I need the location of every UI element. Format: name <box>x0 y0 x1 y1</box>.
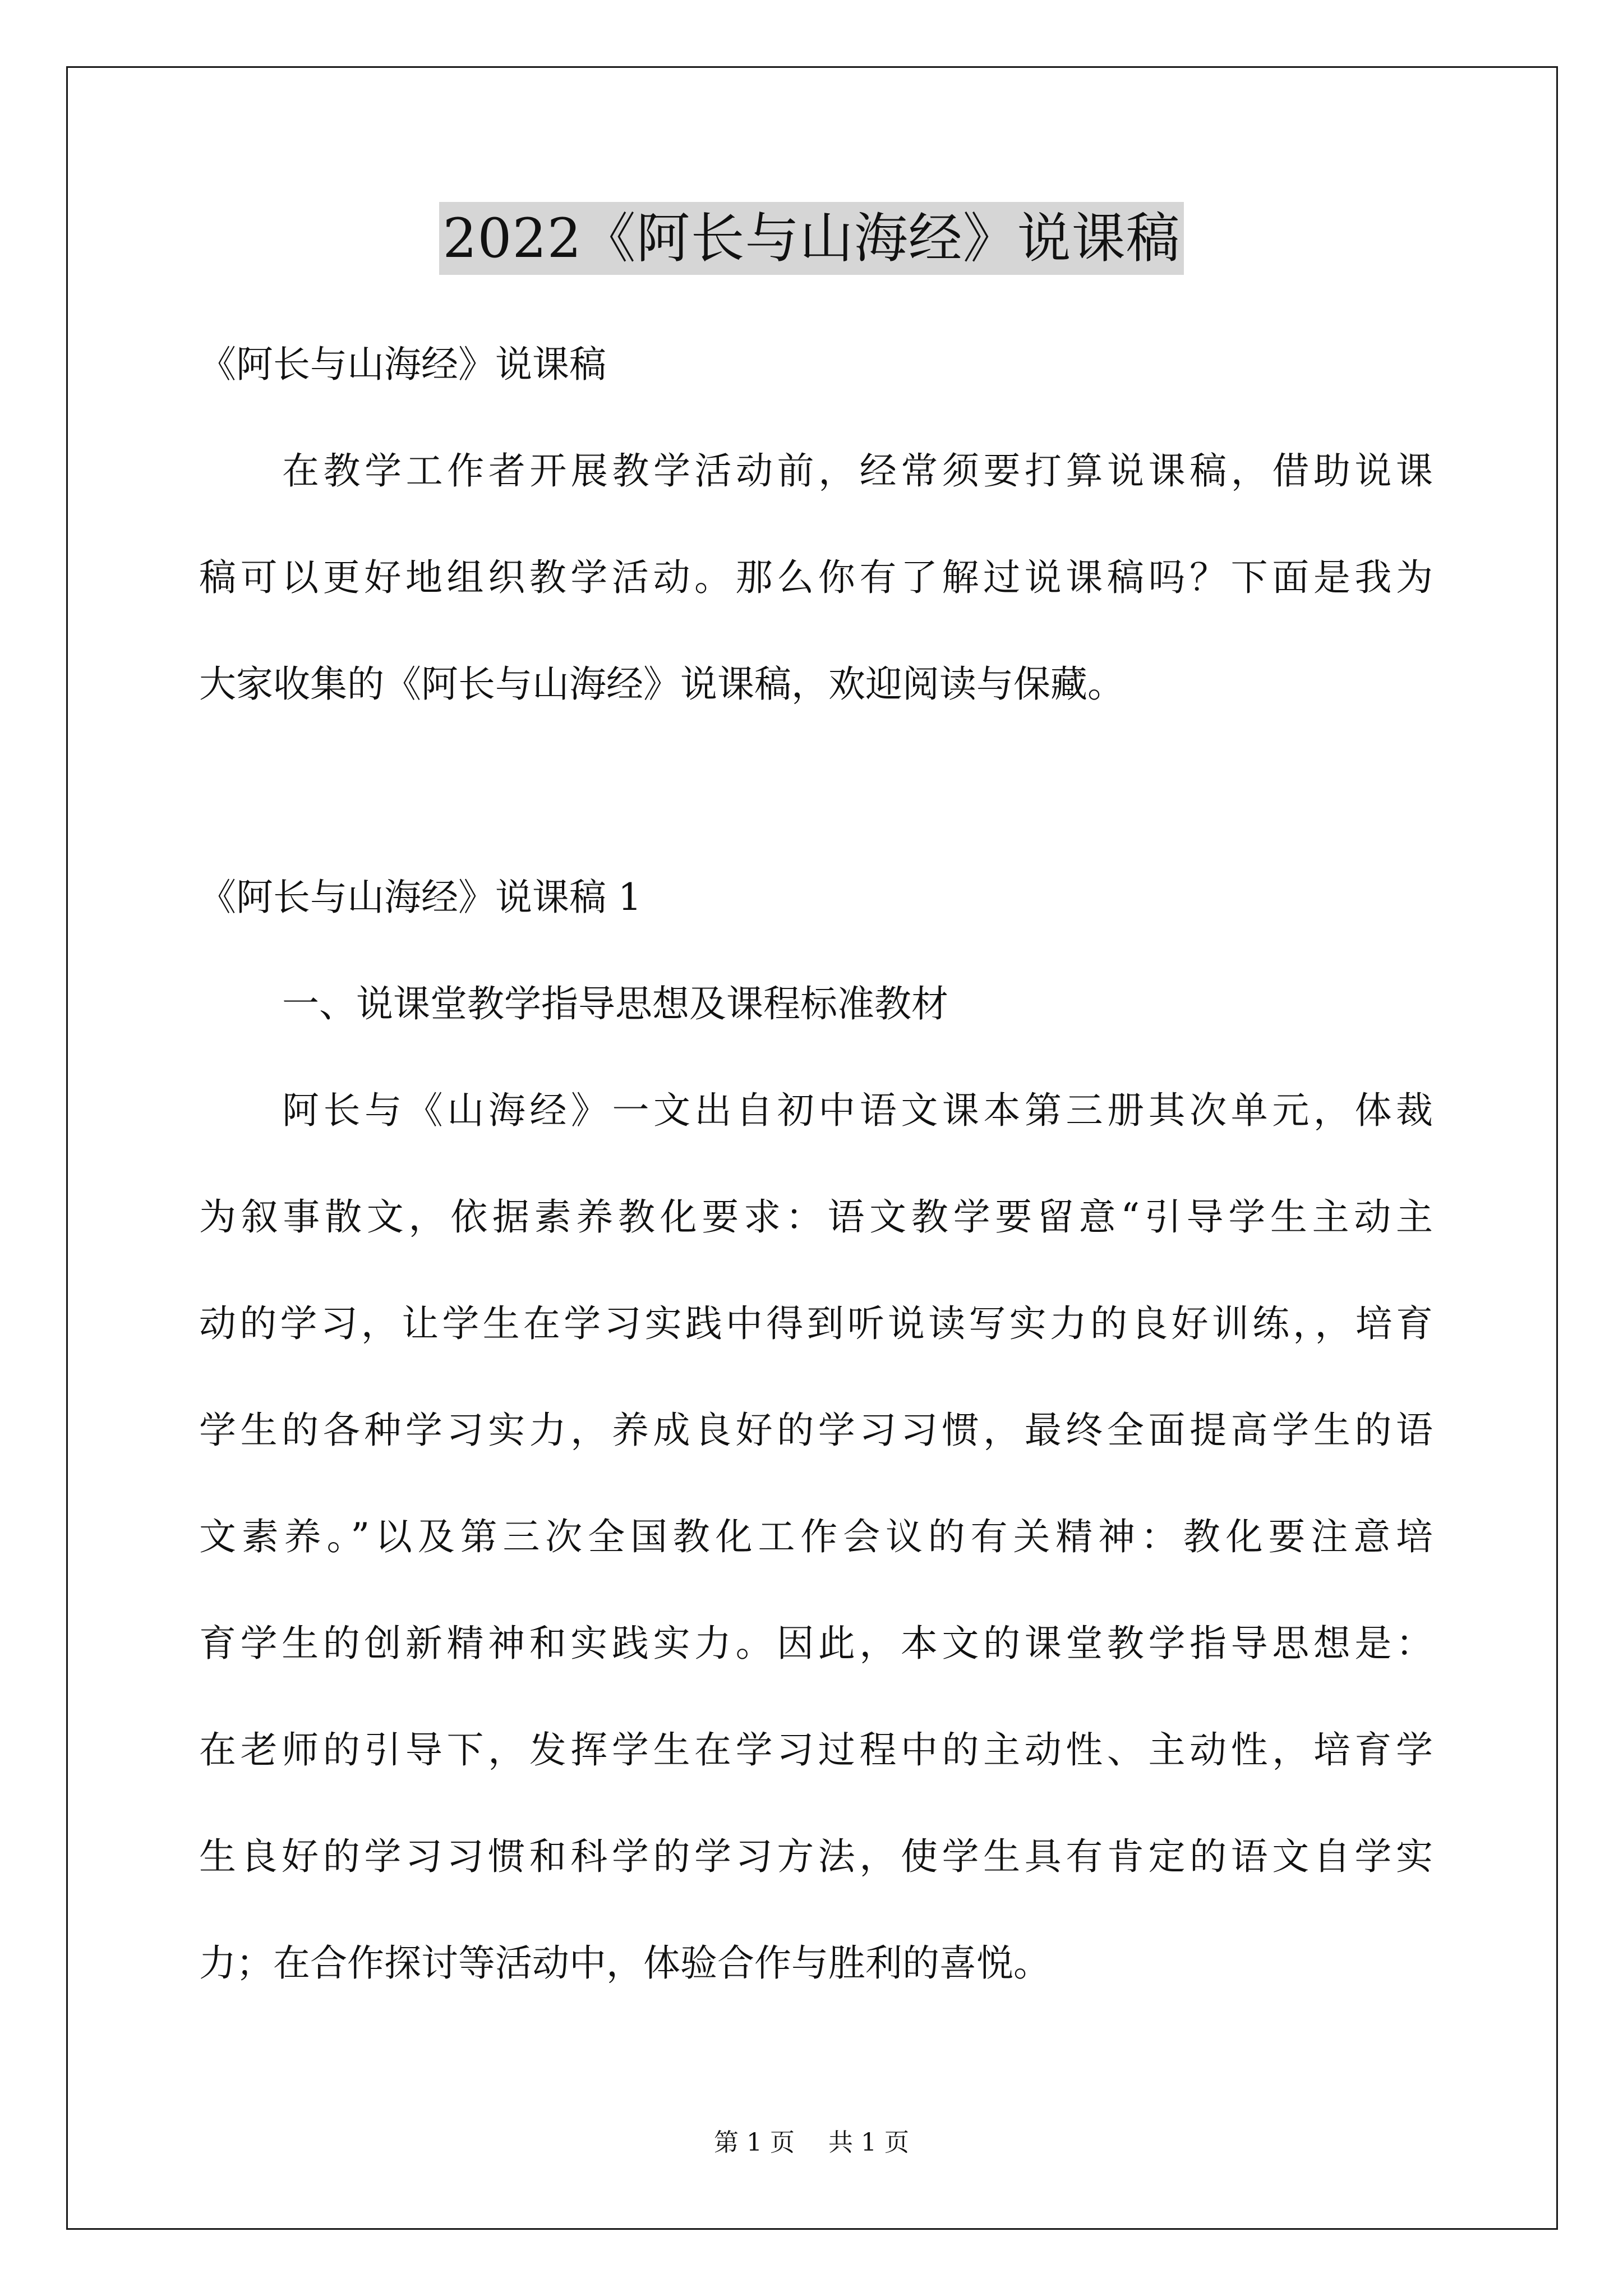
page-number: 第 1 页 <box>714 2128 795 2157</box>
body-line: 动的学习，让学生在学习实践中得到听说读写实力的良好训练，，培育 <box>199 1302 1433 1345</box>
body-line: 为叙事散文，依据素养教化要求：语文教学要留意“引导学生主动主 <box>199 1195 1433 1239</box>
body-line: 学生的各种学习实力，养成良好的学习习惯，最终全面提高学生的语 <box>199 1409 1433 1452</box>
body-line: 力；在合作探讨等活动中，体验合作与胜利的喜悦。 <box>199 1941 1050 1985</box>
title-container <box>0 202 1623 275</box>
body-line: 生良好的学习习惯和科学的学习方法，使学生具有肯定的语文自学实 <box>199 1835 1433 1878</box>
subsection-heading: 一、说课堂教学指导思想及课程标准教材 <box>282 982 948 1025</box>
body-line: 在老师的引导下，发挥学生在学习过程中的主动性、主动性，培育学 <box>199 1728 1433 1772</box>
page-footer <box>0 2126 1623 2160</box>
document-title: 2022《阿长与山海经》说课稿 <box>439 202 1183 275</box>
body-line: 育学生的创新精神和实践实力。因此，本文的课堂教学指导思想是： <box>199 1622 1433 1665</box>
section-heading: 《阿长与山海经》说课稿 1 <box>199 876 642 919</box>
intro-line: 在教学工作者开展教学活动前，经常须要打算说课稿，借助说课 <box>282 449 1433 493</box>
body-line: 阿长与《山海经》一文出自初中语文课本第三册其次单元，体裁 <box>282 1089 1433 1132</box>
body-line: 文素养。”以及第三次全国教化工作会议的有关精神：教化要注意培 <box>199 1515 1433 1558</box>
page-total: 共 1 页 <box>828 2128 909 2157</box>
intro-line: 大家收集的《阿长与山海经》说课稿，欢迎阅读与保藏。 <box>199 662 1124 706</box>
document-subtitle: 《阿长与山海经》说课稿 <box>199 343 606 386</box>
intro-line: 稿可以更好地组织教学活动。那么你有了解过说课稿吗？下面是我为 <box>199 556 1433 599</box>
document-body <box>199 311 1433 2017</box>
paragraph-spacer <box>199 738 1433 844</box>
